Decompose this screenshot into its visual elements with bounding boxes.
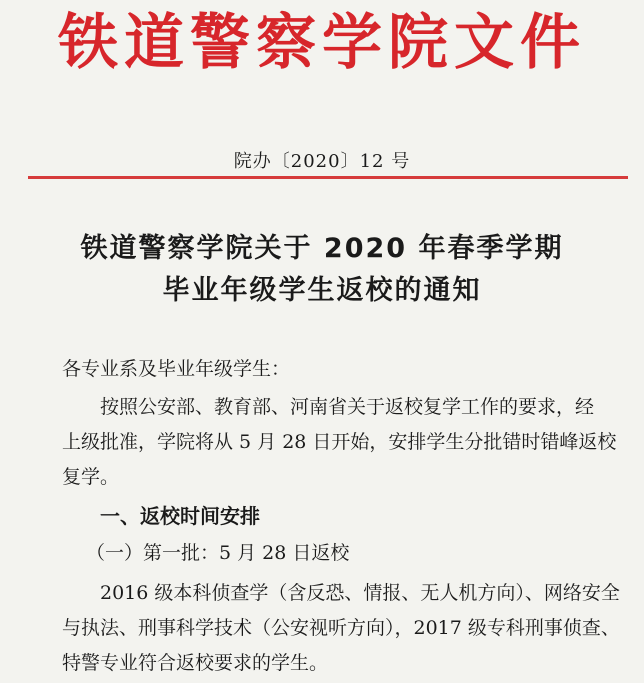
- paragraph-1-line: 按照公安部、教育部、河南省关于返校复学工作的要求，经: [100, 396, 595, 418]
- paragraph-2: [62, 576, 628, 681]
- notice-title-line-1: 铁道警察学院关于 2020 年春季学期: [80, 233, 564, 264]
- paragraph-2-line: 特警专业符合返校要求的学生。: [62, 652, 329, 674]
- paragraph-1: [62, 390, 628, 495]
- paragraph-2-line: 2016 级本科侦查学（含反恐、情报、无人机方向）、网络安全: [100, 582, 620, 604]
- paragraph-1-line: 复学。: [62, 466, 120, 488]
- section-heading: 一、返校时间安排: [100, 504, 260, 528]
- document-number: 院办〔2020〕12 号: [233, 151, 411, 172]
- subsection-heading: （一）第一批：5 月 28 日返校: [86, 542, 350, 564]
- org-header-title: 铁道警察学院文件: [58, 8, 586, 78]
- notice-title-line-2: 毕业年级学生返校的通知: [162, 275, 482, 306]
- addressee: 各专业系及毕业年级学生：: [62, 358, 291, 380]
- paragraph-1-line: 上级批准，学院将从 5 月 28 日开始，安排学生分批错时错峰返校: [62, 431, 617, 453]
- paragraph-2-line: 与执法、刑事科学技术（公安视听方向），2017 级专科刑事侦查、: [62, 617, 620, 639]
- red-divider-rule: [28, 176, 628, 179]
